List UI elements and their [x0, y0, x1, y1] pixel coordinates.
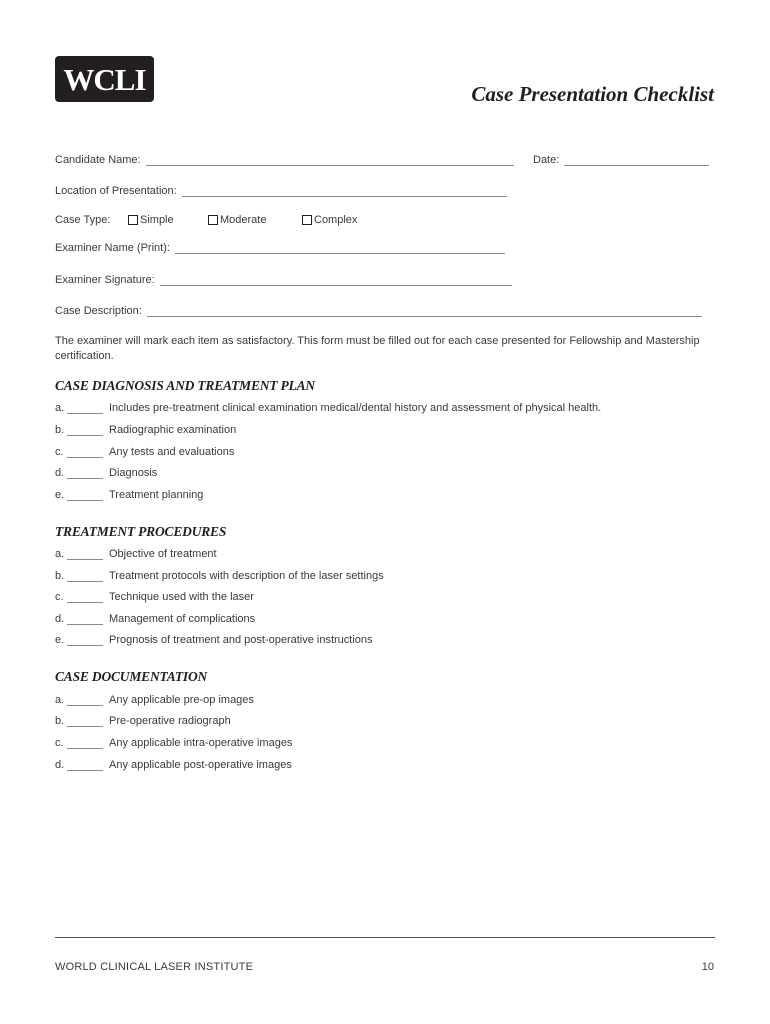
item-letter: b. [55, 570, 65, 582]
checkbox-complex[interactable] [302, 214, 357, 226]
item-blank[interactable] [67, 635, 103, 646]
checklist-item [55, 467, 157, 479]
item-blank[interactable] [67, 490, 103, 501]
examiner-signature-label: Examiner Signature: [55, 274, 155, 286]
checkbox-box[interactable] [128, 215, 138, 225]
item-text: Radiographic examination [109, 424, 237, 436]
checkbox-box[interactable] [208, 215, 218, 225]
section-title-procedures: TREATMENT PROCEDURES [55, 524, 227, 539]
item-letter: a. [55, 694, 65, 706]
checklist-item [55, 446, 234, 458]
item-text: Objective of treatment [109, 548, 217, 560]
checklist-item [55, 548, 217, 560]
item-letter: c. [55, 737, 64, 749]
item-letter: c. [55, 446, 64, 458]
checklist-item [55, 424, 236, 436]
page-number: 10 [701, 961, 714, 973]
date-label: Date: [533, 154, 560, 166]
item-text: Any applicable post-operative images [109, 759, 292, 771]
item-text: Technique used with the laser [109, 591, 254, 603]
item-letter: b. [55, 424, 65, 436]
checklist-item [55, 489, 203, 501]
item-letter: d. [55, 467, 65, 479]
case-type-row [55, 214, 110, 226]
checklist-item [55, 737, 292, 749]
item-letter: d. [55, 759, 65, 771]
item-text: Prognosis of treatment and post-operative instructions [109, 634, 373, 646]
item-letter: b. [55, 715, 65, 727]
location-label: Location of Presentation: [55, 185, 177, 197]
item-blank[interactable] [67, 403, 103, 414]
checkbox-simple[interactable] [128, 214, 174, 226]
examiner-signature-field[interactable] [55, 274, 512, 286]
section-title-diagnosis: CASE DIAGNOSIS AND TREATMENT PLAN [55, 378, 315, 393]
item-blank[interactable] [67, 571, 103, 582]
date-line[interactable] [564, 155, 709, 166]
item-letter: a. [55, 402, 65, 414]
candidate-name-field[interactable] [55, 154, 514, 166]
item-text: Any applicable intra-operative images [109, 737, 293, 749]
location-field[interactable] [55, 185, 507, 197]
instructions-text: The examiner will mark each item as satisfactory. This form must be filled out for each case presented for Fellowship and Mastership certification. [55, 335, 700, 362]
item-letter: e. [55, 489, 65, 501]
item-text: Management of complications [109, 613, 256, 625]
location-line[interactable] [182, 186, 507, 197]
case-description-line[interactable] [147, 306, 702, 317]
checkbox-simple-label: Simple [140, 214, 174, 226]
item-blank[interactable] [67, 425, 103, 436]
examiner-name-line[interactable] [175, 243, 505, 254]
item-letter: c. [55, 591, 64, 603]
item-text: Treatment planning [109, 489, 204, 501]
examiner-signature-line[interactable] [160, 275, 512, 286]
checklist-item [55, 715, 231, 727]
item-text: Diagnosis [109, 467, 158, 479]
case-description-field[interactable] [55, 305, 702, 317]
logo-text: WCLI [63, 61, 146, 97]
candidate-name-line[interactable] [146, 155, 514, 166]
item-blank[interactable] [67, 716, 103, 727]
checklist-item [55, 402, 601, 414]
checkbox-moderate[interactable] [208, 214, 266, 226]
checklist-item [55, 570, 384, 582]
item-text: Pre-operative radiograph [109, 715, 231, 727]
item-blank[interactable] [67, 695, 103, 706]
case-description-label: Case Description: [55, 305, 142, 317]
candidate-name-label: Candidate Name: [55, 154, 141, 166]
case-type-label: Case Type: [55, 214, 111, 226]
case-type-options [128, 214, 428, 228]
date-field[interactable] [533, 154, 709, 166]
item-blank[interactable] [67, 738, 103, 749]
checklist-item [55, 759, 292, 771]
item-text: Treatment protocols with description of the laser settings [109, 570, 384, 582]
checkbox-moderate-label: Moderate [220, 214, 267, 226]
item-blank[interactable] [67, 549, 103, 560]
item-blank[interactable] [67, 760, 103, 771]
item-blank[interactable] [67, 614, 103, 625]
item-letter: e. [55, 634, 65, 646]
examiner-name-field[interactable] [55, 242, 505, 254]
item-letter: d. [55, 613, 65, 625]
item-blank[interactable] [67, 468, 103, 479]
examiner-name-label: Examiner Name (Print): [55, 242, 170, 254]
section-title-documentation: CASE DOCUMENTATION [55, 669, 208, 684]
page-title: Case Presentation Checklist [471, 82, 714, 106]
footer-organization: WORLD CLINICAL LASER INSTITUTE [55, 961, 254, 973]
item-blank[interactable] [67, 592, 103, 603]
checklist-item [55, 613, 255, 625]
checkbox-complex-label: Complex [314, 214, 358, 226]
item-text: Any applicable pre-op images [109, 694, 254, 706]
checklist-item [55, 694, 254, 706]
wcli-logo [55, 56, 154, 102]
checklist-item [55, 634, 373, 646]
item-text: Any tests and evaluations [109, 446, 235, 458]
item-letter: a. [55, 548, 65, 560]
footer-divider [55, 937, 715, 938]
checkbox-box[interactable] [302, 215, 312, 225]
item-blank[interactable] [67, 447, 103, 458]
item-text: Includes pre-treatment clinical examination medical/dental history and assessment of physical health. [109, 402, 602, 414]
checklist-item [55, 591, 254, 603]
